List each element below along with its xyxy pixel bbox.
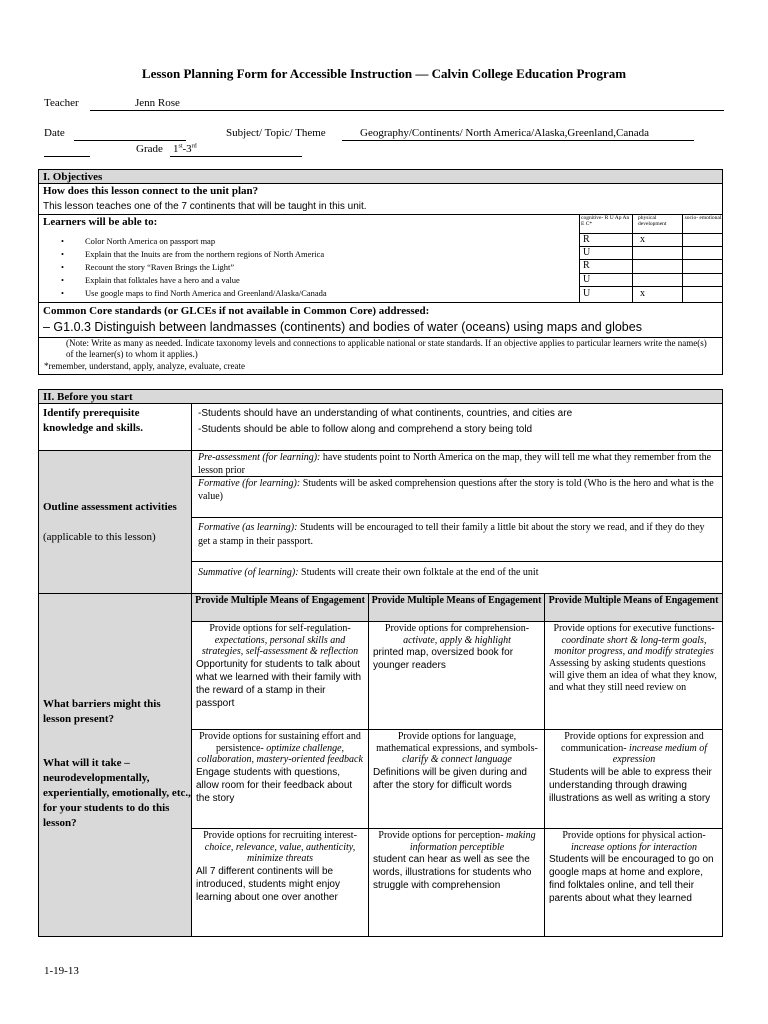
unit-plan-answer[interactable]: This lesson teaches one of the 7 continents that will be taught in this unit. [43, 201, 367, 212]
unit-plan-question: How does this lesson connect to the unit plan? [43, 185, 259, 197]
teacher-field[interactable] [90, 97, 724, 111]
assessment-sub: (applicable to this lesson) [43, 531, 156, 543]
udl-cell[interactable]: Provide options for self-regulation- expectations, personal skills and strategies, self-assessment & reflection Opportunity for students to talk about what we learned with their family with the reward of a stamp in their passport [196, 623, 362, 709]
form-title: Lesson Planning Form for Accessible Instruction — Calvin College Education Program [141, 66, 627, 81]
udl-cell[interactable]: Provide options for sustaining effort and persistence- optimize challenge, collaboration, mastery-oriented feedback Engage students with questions, allow room for their feedback about the story [196, 731, 363, 804]
udl-cell[interactable]: Provide options for executive functions- coordinate short & long-term goals, monitor progress, and modify strategies Assessing by asking students questions will give them an idea of what they know, and what they still need review on [549, 623, 717, 693]
formative-for-learning[interactable]: Formative (for learning): Students will be asked comprehension questions after the story is told (Who is the hero and what is the value) [198, 478, 714, 502]
what-will-it-take-label: What will it take – neurodevelopmentally, experientially, emotionally, etc., for your students to do this lesson? [43, 757, 191, 829]
udl-col-header: Provide Multiple Means of Engagement [195, 595, 365, 606]
taxonomy-footnote: *remember, understand, apply, analyze, evaluate, create [44, 361, 245, 371]
label-column-shade [39, 450, 191, 936]
pre-assessment[interactable]: Pre-assessment (for learning): have students point to North America on the map, they will tell me what they remember from the lesson prior [198, 452, 712, 476]
before-title: II. Before you start [39, 390, 722, 404]
subject-value: Geography/Continents/ North America/Alaska,Greenland,Canada [360, 127, 649, 139]
grade-value: 1st-3rd [173, 143, 197, 155]
formative-as-learning[interactable]: Formative (as learning): Students will be encouraged to tell their family a little bit about the story we read, and if they do they get a stamp in their passport. [198, 522, 705, 547]
subject-field-continued[interactable] [44, 143, 90, 157]
teacher-label: Teacher [44, 97, 79, 109]
col-physical: physical development [638, 215, 667, 227]
cog-level[interactable]: R [583, 260, 590, 271]
date-field[interactable] [74, 127, 186, 141]
grade-field[interactable] [170, 143, 302, 157]
objective-item[interactable]: • Explain that folktales have a hero and a value [39, 274, 579, 287]
cog-level[interactable]: U [583, 247, 591, 258]
objectives-list [39, 235, 579, 300]
subject-label: Subject/ Topic/ Theme [226, 127, 326, 139]
phys-mark[interactable]: x [640, 234, 645, 245]
assessment-label: Outline assessment activities [43, 501, 177, 513]
udl-cell[interactable]: Provide options for expression and communication- increase medium of expression Students will be able to express their understanding through drawing illustrations as well as writing a story [549, 731, 712, 804]
date-label: Date [44, 127, 65, 139]
prereq-label: Identify prerequisite knowledge and skills. [43, 407, 143, 434]
learners-label: Learners will be able to: [43, 216, 158, 228]
udl-col-header: Provide Multiple Means of Engagement [548, 595, 719, 606]
udl-cell[interactable]: Provide options for comprehension- activate, apply & highlight printed map, oversized book for younger readers [373, 623, 530, 671]
cog-level[interactable]: U [583, 274, 591, 285]
objective-item[interactable]: • Recount the story “Raven Brings the Light” [39, 261, 579, 274]
objective-item[interactable]: • Explain that the Inuits are from the northern regions of North America [39, 248, 579, 261]
udl-cell[interactable]: Provide options for language, mathematical expressions, and symbols- clarify & connect language Definitions will be given during and after the story for difficult words [373, 731, 538, 791]
udl-cell[interactable]: Provide options for perception- making information perceptible student can hear as well as see the words, illustrations for students who struggle with comprehension [373, 830, 536, 891]
udl-cell[interactable]: Provide options for physical action- increase options for interaction Students will be encouraged to go on google maps at home and explore, find folktales online, and tell their parents about what they learned [549, 830, 714, 904]
objective-item[interactable]: • Color North America on passport map [39, 235, 579, 248]
standards-label: Common Core standards (or GLCEs if not available in Common Core) addressed: [43, 305, 430, 317]
grade-label: Grade [136, 143, 163, 155]
col-socio: socio- emotional [684, 215, 722, 221]
udl-cell[interactable]: Provide options for recruiting interest- choice, relevance, value, authenticity, minimize threats All 7 different continents will be introduced, students might enjoy learning about one over another [196, 830, 357, 903]
udl-col-header: Provide Multiple Means of Engagement [371, 595, 542, 606]
footer-date: 1-19-13 [44, 965, 79, 977]
objectives-title: I. Objectives [39, 170, 722, 184]
standards-value[interactable]: – G1.0.3 Distinguish between landmasses (continents) and bodies of water (oceans) using maps and globes [43, 320, 642, 334]
cog-level[interactable]: U [583, 288, 591, 299]
prereq-1[interactable]: -Students should have an understanding of what continents, countries, and cities are [198, 408, 573, 419]
cog-level[interactable]: R [583, 234, 590, 245]
objective-item[interactable]: • Use google maps to find North America and Greenland/Alaska/Canada [39, 287, 579, 300]
summative[interactable]: Summative (of learning): Students will create their own folktale at the end of the unit [198, 567, 539, 578]
prereq-2[interactable]: -Students should be able to follow along and comprehend a story being told [198, 424, 533, 435]
teacher-value: Jenn Rose [135, 97, 180, 109]
subject-field[interactable] [342, 127, 694, 141]
barriers-label: What barriers might this lesson present? [43, 698, 161, 725]
objectives-note: (Note: Write as many as needed. Indicate taxonomy levels and connections to applicable national or state standards. If an objective applies to particular learners write the name(s) of the learner(s) to whom it applies.) [66, 338, 707, 359]
phys-mark[interactable]: x [640, 288, 645, 299]
col-cognitive: cognitive- R U Ap An E C* [581, 215, 630, 227]
